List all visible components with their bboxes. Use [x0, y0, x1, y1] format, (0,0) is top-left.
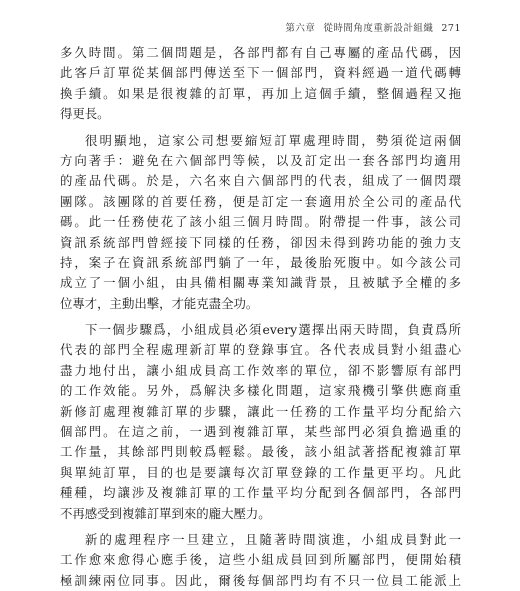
text-line: 團隊。該團隊的首要任務，便是訂定一套適用於全公司的產品代 — [60, 193, 461, 209]
paragraph — [60, 320, 461, 524]
text-line: 的工作效能。另外，爲解決多樣化問題，這家飛機引擎供應商重 — [60, 383, 461, 399]
paragraph — [60, 530, 461, 591]
chapter-title: 從時間角度重新設計組織 — [323, 23, 434, 34]
text-line: 工作愈來愈得心應手後，這些小組成員回到所屬部門，便開始積 — [60, 552, 461, 568]
text-line: 方向著手：避免在六個部門等候，以及訂定出一套各部門均適用 — [60, 152, 461, 168]
paragraph — [60, 43, 461, 125]
text-line: 很明顯地，這家公司想要縮短訂單處理時間，勢須從這兩個 — [85, 132, 461, 148]
text-line: 成立了一個小組，由具備相關專業知識背景，且被賦予全權的多 — [60, 275, 461, 291]
running-header — [60, 20, 461, 34]
text-line: 多久時間。第二個問題是，各部門都有自己專屬的產品代碼，因 — [60, 45, 461, 60]
text-line: 下一個步驟爲，小組成員必須every選擇出兩天時間，負責爲所 — [85, 322, 461, 338]
text-line: 新的處理程序一旦建立，且隨著時間演進，小組成員對此一 — [85, 531, 461, 547]
text-line: 工作量，其餘部門則較爲輕鬆。最後，該小組試著搭配複雜訂單 — [60, 444, 461, 460]
text-line: 位專才，主動出擊，才能克盡全功。 — [60, 295, 259, 311]
chapter-label: 第六章 — [285, 23, 316, 34]
text-line: 換手續。如果是很複雜的訂單，再加上這個手續，整個過程又拖 — [60, 85, 461, 101]
text-line: 資訊系統部門曾經接下同樣的任務，卻因未得到跨功能的強力支 — [60, 234, 461, 250]
text-line: 個部門。在這之前，一遇到複雜訂單，某些部門必須負擔過重的 — [60, 424, 461, 440]
text-line: 新修訂處理複雜訂單的步驟，讓此一任務的工作量平均分配給六 — [60, 403, 461, 419]
text-line: 極訓練兩位同事。因此，爾後每個部門均有不只一位員工能派上 — [60, 572, 461, 588]
text-line: 碼。此一任務使花了該小組三個月時間。附帶提一件事，該公司 — [60, 214, 461, 230]
text-line: 不再感受到複雜訂單到來的龐大壓力。 — [60, 505, 271, 521]
text-line: 種種，均讓涉及複雜訂單的工作量平均分配到各個部門，各部門 — [60, 485, 461, 501]
text-line: 持，案子在資訊系統部門躺了一年，最後胎死腹中。如今該公司 — [60, 254, 461, 270]
text-line: 盡力地付出，讓小組成員高工作效率的單位，卻不影響原有部門 — [60, 362, 461, 378]
body-text — [60, 43, 461, 591]
text-line: 代表的部門全程處理新訂單的登錄事宜。各代表成員對小組盡心 — [60, 342, 461, 358]
text-line: 此客戶訂單從某個部門傳送至下一個部門，資料經過一道代碼轉 — [60, 65, 461, 81]
text-line: 與單純訂單，目的也是要讓每次訂單登錄的工作量更平均。凡此 — [60, 464, 461, 480]
paragraph — [60, 131, 461, 315]
text-line: 的產品代碼。於是，六名來自六個部門的代表，組成了一個閃環 — [60, 173, 461, 189]
text-line: 得更長。 — [60, 106, 110, 122]
page-number: 271 — [441, 23, 461, 34]
